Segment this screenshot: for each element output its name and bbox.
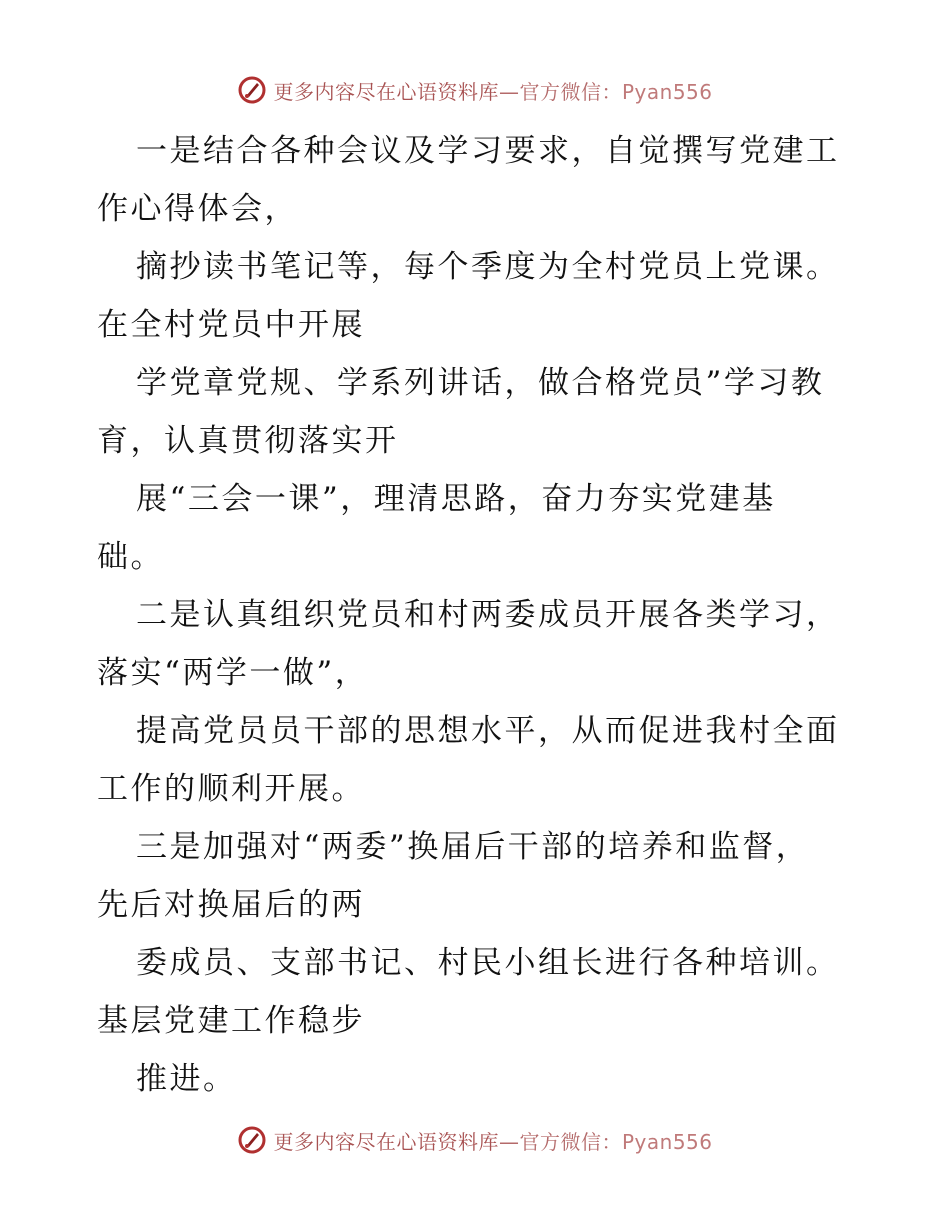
paragraph-line: 育，认真贯彻落实开: [97, 423, 399, 459]
paragraph-4: [97, 470, 877, 586]
watermark-account: Pyan556: [621, 1129, 713, 1154]
paragraph-line: 展“三会一课”，理清思路，奋力夯实党建基: [136, 481, 776, 517]
watermark-label: 官方微信：: [519, 1129, 622, 1154]
paragraph-line: 先后对换届后的两: [97, 887, 365, 923]
paragraph-line: 基层党建工作稳步: [97, 1003, 365, 1039]
paragraph-line: 摘抄读书笔记等，每个季度为全村党员上党课。: [136, 249, 840, 285]
watermark-text: [273, 76, 712, 105]
watermark-brand: 更多内容尽在心语资料库: [273, 1129, 499, 1154]
paragraph-7: [97, 818, 877, 934]
paragraph-line: 落实“两学一做”，: [97, 655, 369, 691]
paragraph-2: [97, 238, 877, 354]
paragraph-6: [97, 702, 877, 818]
paragraph-line: 工作的顺利开展。: [97, 771, 365, 807]
header-watermark: [0, 72, 950, 108]
paragraph-1: [97, 122, 877, 238]
watermark-text: [273, 1126, 712, 1155]
paragraph-9: [97, 1050, 877, 1108]
paragraph-line: 提高党员员干部的思想水平，从而促进我村全面: [136, 713, 840, 749]
paragraph-line: 委成员、支部书记、村民小组长进行各种培训。: [136, 945, 840, 981]
paragraph-line: 在全村党员中开展: [97, 307, 365, 343]
watermark-dash: —: [498, 1129, 520, 1154]
footer-watermark: [0, 1122, 950, 1158]
document-body: [97, 122, 877, 1108]
paragraph-line: 一是结合各种会议及学习要求，自觉撰写党建工: [136, 133, 840, 169]
brand-logo-icon: [237, 75, 267, 105]
watermark-dash: —: [498, 79, 520, 104]
paragraph-line: 作心得体会，: [97, 191, 298, 227]
brand-logo-icon: [237, 1125, 267, 1155]
paragraph-line: 二是认真组织党员和村两委成员开展各类学习，: [136, 597, 840, 633]
watermark-brand: 更多内容尽在心语资料库: [273, 79, 499, 104]
paragraph-3: [97, 354, 877, 470]
paragraph-8: [97, 934, 877, 1050]
paragraph-line: 础。: [97, 539, 164, 575]
watermark-account: Pyan556: [621, 79, 713, 104]
watermark-label: 官方微信：: [519, 79, 622, 104]
paragraph-line: 推进。: [136, 1061, 237, 1097]
paragraph-5: [97, 586, 877, 702]
paragraph-line: 学党章党规、学系列讲话，做合格党员”学习教: [136, 365, 825, 401]
paragraph-line: 三是加强对“两委”换届后干部的培养和监督，: [136, 829, 810, 865]
